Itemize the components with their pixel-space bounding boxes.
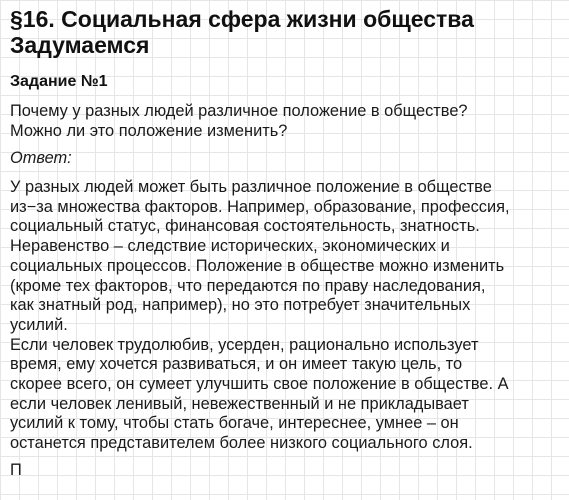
answer-paragraph-2: [10, 336, 562, 454]
task-label: Задание №1: [10, 73, 108, 90]
answer-line: как знатный род, например), но это потребует значительных: [10, 296, 471, 315]
next-section-fragment: П: [10, 460, 22, 479]
answer-line: социальный статус, финансовая состоятельность, знатность.: [10, 217, 480, 236]
answer-line: Неравенство – следствие исторических, экономических и: [10, 237, 450, 256]
answer-line: Если человек трудолюбив, усерден, рационально использует: [10, 335, 479, 354]
answer-text: [10, 178, 562, 454]
answer-line: усилий к тому, чтобы стать богаче, интереснее, умнее – он: [10, 414, 459, 433]
question-line-1: Почему у разных людей различное положение в обществе?: [10, 102, 468, 120]
page-title: [10, 6, 562, 58]
title-line-1: §16. Социальная сфера жизни общества: [10, 6, 474, 32]
answer-line: если человек ленивый, невежественный и не прикладывает: [10, 394, 469, 413]
answer-line: усилий.: [10, 315, 68, 334]
answer-label: Ответ:: [10, 149, 72, 167]
answer-line: останется представителем более низкого социального слоя.: [10, 434, 473, 453]
answer-line: скорее всего, он сумеет улучшить свое положение в обществе. А: [10, 375, 509, 394]
answer-paragraph-1: [10, 178, 562, 336]
answer-line: социальных процессов. Положение в обществе можно изменить: [10, 256, 505, 275]
title-line-2: Задумаемся: [10, 32, 150, 58]
answer-line: (кроме тех факторов, что передаются по праву наследования,: [10, 276, 486, 295]
task-question: [10, 101, 562, 141]
document-page: [10, 6, 562, 480]
question-line-2: Можно ли это положение изменить?: [10, 122, 288, 140]
answer-line: У разных людей может быть различное положение в обществе: [10, 178, 492, 196]
answer-line: время, ему хочется развиваться, и он имеет такую цель, то: [10, 355, 463, 374]
answer-line: из−за множества факторов. Например, образование, профессия,: [10, 197, 510, 216]
